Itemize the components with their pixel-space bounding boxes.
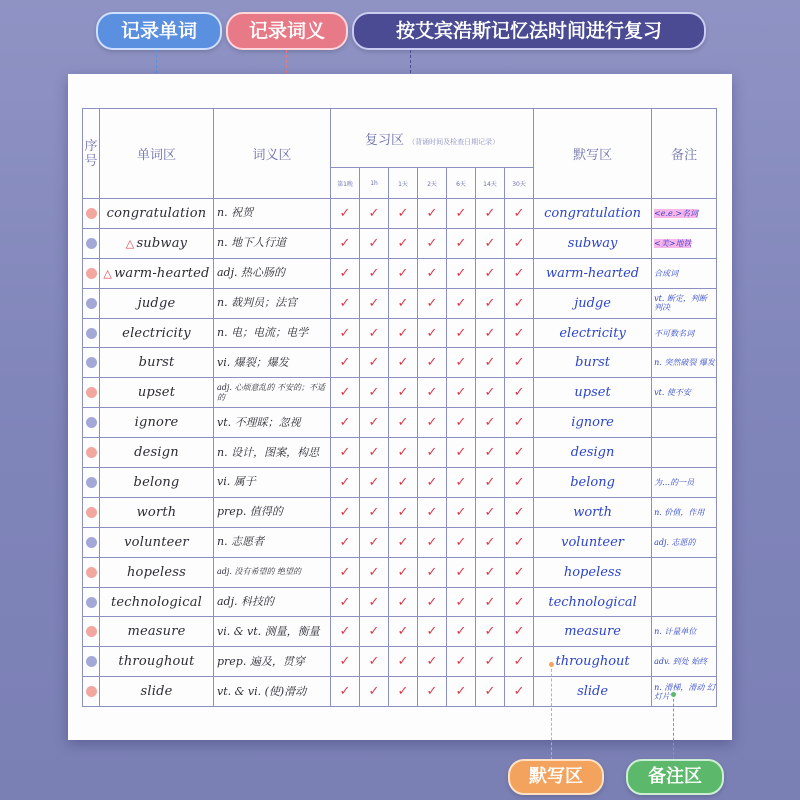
seq-cell	[83, 677, 100, 707]
review-check-icon[interactable]: ✓	[418, 617, 447, 647]
note-text: <e.e.>名词	[654, 208, 699, 218]
review-area-title: 复习区	[364, 132, 404, 148]
table-row	[83, 527, 717, 557]
seq-cell	[83, 438, 100, 468]
seq-cell	[83, 258, 100, 288]
table-row	[83, 288, 717, 318]
dictation-cell[interactable]: technological	[534, 587, 652, 617]
row-marker-dot	[86, 686, 97, 697]
review-check-icon[interactable]: ✓	[389, 348, 418, 378]
word-cell	[100, 318, 214, 348]
table-row	[83, 647, 717, 677]
notes-leader-dot	[671, 692, 676, 697]
row-marker-dot	[86, 477, 97, 488]
word-cell	[100, 348, 214, 378]
seq-cell	[83, 647, 100, 677]
review-check-icon[interactable]: ✓	[389, 438, 418, 468]
meaning-cell: vt. & vi. (使)滑动	[214, 677, 331, 707]
review-check-icon[interactable]: ✓	[476, 408, 505, 438]
table-row	[83, 557, 717, 587]
record-meaning-label: 记录词义	[226, 12, 348, 50]
row-marker-dot	[86, 626, 97, 637]
review-check-icon[interactable]: ✓	[360, 378, 389, 408]
review-check-icon[interactable]: ✓	[476, 258, 505, 288]
note-text: n. 突然破裂 爆发	[654, 358, 715, 368]
review-check-icon[interactable]: ✓	[505, 677, 534, 707]
dictation-cell[interactable]: electricity	[534, 318, 652, 348]
review-check-icon[interactable]: ✓	[447, 318, 476, 348]
review-check-icon[interactable]: ✓	[360, 468, 389, 498]
review-check-icon[interactable]: ✓	[505, 318, 534, 348]
seq-cell	[83, 497, 100, 527]
review-check-icon[interactable]: ✓	[505, 228, 534, 258]
review-check-icon[interactable]: ✓	[389, 258, 418, 288]
word-text: volunteer	[124, 534, 189, 550]
review-check-icon[interactable]: ✓	[476, 677, 505, 707]
dictation-cell[interactable]: hopeless	[534, 557, 652, 587]
note-cell[interactable]	[652, 438, 717, 468]
review-check-icon[interactable]: ✓	[331, 348, 360, 378]
row-marker-dot	[86, 328, 97, 339]
review-check-icon[interactable]: ✓	[360, 199, 389, 229]
review-check-icon[interactable]: ✓	[447, 497, 476, 527]
table-row	[83, 587, 717, 617]
review-check-icon[interactable]: ✓	[505, 199, 534, 229]
table-row	[83, 348, 717, 378]
note-text: vt. 使不安	[654, 388, 691, 398]
note-text: <美>地铁	[654, 238, 692, 248]
word-cell	[100, 408, 214, 438]
word-cell	[100, 468, 214, 498]
review-check-icon[interactable]: ✓	[389, 677, 418, 707]
dictation-cell[interactable]: volunteer	[534, 527, 652, 557]
table-row	[83, 677, 717, 707]
review-check-icon[interactable]: ✓	[418, 318, 447, 348]
review-check-icon[interactable]: ✓	[331, 468, 360, 498]
row-marker-dot	[86, 387, 97, 398]
review-check-icon[interactable]: ✓	[331, 557, 360, 587]
day-column-header: 1天	[389, 168, 418, 199]
meaning-cell: adj. 心烦意乱的 不安的；不适的	[214, 378, 331, 408]
meaning-cell: adj. 热心肠的	[214, 258, 331, 288]
seq-cell	[83, 228, 100, 258]
review-check-icon[interactable]: ✓	[447, 258, 476, 288]
word-cell	[100, 617, 214, 647]
word-text: technological	[110, 594, 203, 610]
review-check-icon[interactable]: ✓	[418, 497, 447, 527]
day-column-header: 第1晚	[331, 168, 360, 199]
table-row	[83, 199, 717, 229]
review-check-icon[interactable]: ✓	[418, 258, 447, 288]
word-area-header: 单词区	[100, 109, 214, 199]
review-check-icon[interactable]: ✓	[360, 557, 389, 587]
review-check-icon[interactable]: ✓	[505, 557, 534, 587]
review-check-icon[interactable]: ✓	[447, 557, 476, 587]
triangle-mark-icon: △	[103, 266, 113, 280]
word-text: worth	[136, 504, 177, 520]
review-check-icon[interactable]: ✓	[447, 617, 476, 647]
word-cell	[100, 647, 214, 677]
review-check-icon[interactable]: ✓	[418, 527, 447, 557]
review-check-icon[interactable]: ✓	[331, 258, 360, 288]
review-check-icon[interactable]: ✓	[360, 677, 389, 707]
meaning-cell: n. 电；电流；电学	[214, 318, 331, 348]
triangle-mark-icon: △	[125, 236, 135, 250]
review-check-icon[interactable]: ✓	[418, 677, 447, 707]
word-text: electricity	[122, 325, 191, 341]
review-area-subtitle: （背诵时间及检查日期记录）	[408, 137, 500, 146]
word-cell	[100, 378, 214, 408]
table-row	[83, 438, 717, 468]
review-check-icon[interactable]: ✓	[360, 228, 389, 258]
review-check-icon[interactable]: ✓	[476, 497, 505, 527]
table-row	[83, 228, 717, 258]
word-cell	[100, 199, 214, 229]
review-check-icon[interactable]: ✓	[476, 378, 505, 408]
review-check-icon[interactable]: ✓	[389, 497, 418, 527]
note-text: vt. 断定，判断 判决	[654, 294, 707, 313]
seq-cell	[83, 348, 100, 378]
word-text: slide	[140, 684, 173, 700]
word-cell	[100, 587, 214, 617]
meaning-cell: vi. 爆裂；爆发	[214, 348, 331, 378]
meaning-cell: vi. & vt. 测量，衡量	[214, 617, 331, 647]
review-check-icon[interactable]: ✓	[418, 408, 447, 438]
word-text: design	[134, 445, 179, 461]
review-check-icon[interactable]: ✓	[389, 557, 418, 587]
meaning-area-header: 词义区	[214, 109, 331, 199]
review-check-icon[interactable]: ✓	[505, 468, 534, 498]
review-check-icon[interactable]: ✓	[360, 527, 389, 557]
notes-leader-line	[673, 694, 674, 760]
review-check-icon[interactable]: ✓	[447, 408, 476, 438]
dictation-cell[interactable]: upset	[534, 378, 652, 408]
review-area-header	[331, 109, 534, 168]
review-check-icon[interactable]: ✓	[360, 258, 389, 288]
note-cell[interactable]	[652, 557, 717, 587]
review-check-icon[interactable]: ✓	[476, 288, 505, 318]
seq-cell	[83, 408, 100, 438]
word-text: belong	[133, 474, 180, 490]
day-column-header: 14天	[476, 168, 505, 199]
word-text: hopeless	[126, 564, 186, 580]
review-check-icon[interactable]: ✓	[389, 587, 418, 617]
seq-cell	[83, 527, 100, 557]
review-check-icon[interactable]: ✓	[418, 468, 447, 498]
notes-header: 备注	[652, 109, 717, 199]
note-cell[interactable]	[652, 647, 717, 677]
review-check-icon[interactable]: ✓	[360, 617, 389, 647]
word-cell	[100, 497, 214, 527]
review-check-icon[interactable]: ✓	[447, 677, 476, 707]
dictation-cell[interactable]: subway	[534, 228, 652, 258]
note-cell[interactable]	[652, 258, 717, 288]
row-marker-dot	[86, 597, 97, 608]
review-check-icon[interactable]: ✓	[331, 318, 360, 348]
note-text: 不可数名词	[654, 328, 695, 338]
note-text: 为…的一员	[654, 477, 695, 487]
row-marker-dot	[86, 447, 97, 458]
dictation-leader-dot	[549, 662, 554, 667]
word-text: warm-hearted	[114, 265, 210, 281]
review-check-icon[interactable]: ✓	[447, 438, 476, 468]
note-text: adj. 志愿的	[654, 537, 696, 547]
review-check-icon[interactable]: ✓	[505, 348, 534, 378]
day-column-header: 1h	[360, 168, 389, 199]
note-cell[interactable]	[652, 348, 717, 378]
note-cell[interactable]	[652, 617, 717, 647]
review-check-icon[interactable]: ✓	[418, 199, 447, 229]
vocabulary-sheet	[68, 74, 732, 740]
row-marker-dot	[86, 238, 97, 249]
review-check-icon[interactable]: ✓	[447, 228, 476, 258]
review-check-icon[interactable]: ✓	[418, 288, 447, 318]
record-word-label: 记录单词	[96, 12, 222, 50]
review-check-icon[interactable]: ✓	[360, 288, 389, 318]
seq-cell	[83, 617, 100, 647]
review-check-icon[interactable]: ✓	[505, 617, 534, 647]
meaning-cell: n. 祝贺	[214, 199, 331, 229]
review-check-icon[interactable]: ✓	[476, 617, 505, 647]
note-text: 合成词	[654, 268, 679, 278]
row-marker-dot	[86, 268, 97, 279]
review-check-icon[interactable]: ✓	[418, 647, 447, 677]
dictation-cell[interactable]: worth	[534, 497, 652, 527]
word-cell	[100, 258, 214, 288]
table-row	[83, 408, 717, 438]
word-text: judge	[137, 295, 176, 311]
review-check-icon[interactable]: ✓	[389, 527, 418, 557]
meaning-cell: n. 地下人行道	[214, 228, 331, 258]
notes-area-label: 备注区	[626, 759, 724, 795]
table-row	[83, 617, 717, 647]
dictation-cell[interactable]: design	[534, 438, 652, 468]
review-check-icon[interactable]: ✓	[505, 647, 534, 677]
review-check-icon[interactable]: ✓	[360, 318, 389, 348]
review-check-icon[interactable]: ✓	[447, 468, 476, 498]
review-check-icon[interactable]: ✓	[331, 617, 360, 647]
review-check-icon[interactable]: ✓	[360, 348, 389, 378]
note-cell[interactable]	[652, 228, 717, 258]
review-check-icon[interactable]: ✓	[447, 288, 476, 318]
table-row	[83, 258, 717, 288]
word-text: subway	[136, 235, 188, 251]
review-check-icon[interactable]: ✓	[360, 408, 389, 438]
review-check-icon[interactable]: ✓	[331, 408, 360, 438]
review-check-icon[interactable]: ✓	[447, 199, 476, 229]
review-check-icon[interactable]: ✓	[418, 557, 447, 587]
review-check-icon[interactable]: ✓	[418, 348, 447, 378]
note-text: n. 计量单位	[654, 627, 697, 637]
review-check-icon[interactable]: ✓	[505, 527, 534, 557]
seq-cell	[83, 199, 100, 229]
dictation-cell[interactable]: warm-hearted	[534, 258, 652, 288]
table-row	[83, 468, 717, 498]
meaning-cell: n. 志愿者	[214, 527, 331, 557]
review-check-icon[interactable]: ✓	[476, 199, 505, 229]
seq-cell	[83, 587, 100, 617]
review-check-icon[interactable]: ✓	[476, 438, 505, 468]
review-check-icon[interactable]: ✓	[505, 288, 534, 318]
note-cell[interactable]	[652, 527, 717, 557]
review-check-icon[interactable]: ✓	[505, 258, 534, 288]
row-marker-dot	[86, 417, 97, 428]
dictation-cell[interactable]: burst	[534, 348, 652, 378]
word-text: ignore	[134, 415, 179, 431]
meaning-cell: n. 裁判员；法官	[214, 288, 331, 318]
note-cell[interactable]	[652, 378, 717, 408]
meaning-cell: vt. 不理睬；忽视	[214, 408, 331, 438]
meaning-cell: prep. 遍及，贯穿	[214, 647, 331, 677]
note-cell[interactable]	[652, 677, 717, 707]
seq-cell	[83, 378, 100, 408]
review-check-icon[interactable]: ✓	[476, 318, 505, 348]
table-row	[83, 318, 717, 348]
review-check-icon[interactable]: ✓	[389, 617, 418, 647]
meaning-cell: adj. 没有希望的 绝望的	[214, 557, 331, 587]
vocabulary-table	[82, 108, 717, 707]
review-check-icon[interactable]: ✓	[447, 348, 476, 378]
review-check-icon[interactable]: ✓	[331, 527, 360, 557]
review-check-icon[interactable]: ✓	[389, 408, 418, 438]
meaning-cell: vi. 属于	[214, 468, 331, 498]
word-cell	[100, 288, 214, 318]
review-check-icon[interactable]: ✓	[505, 408, 534, 438]
word-cell	[100, 228, 214, 258]
review-check-icon[interactable]: ✓	[418, 228, 447, 258]
review-check-icon[interactable]: ✓	[389, 228, 418, 258]
review-check-icon[interactable]: ✓	[331, 647, 360, 677]
review-check-icon[interactable]: ✓	[360, 497, 389, 527]
day-column-header: 6天	[447, 168, 476, 199]
review-check-icon[interactable]: ✓	[447, 647, 476, 677]
dictation-area-label: 默写区	[508, 759, 604, 795]
review-check-icon[interactable]: ✓	[476, 348, 505, 378]
dictation-cell[interactable]: ignore	[534, 408, 652, 438]
word-cell	[100, 438, 214, 468]
row-marker-dot	[86, 567, 97, 578]
review-check-icon[interactable]: ✓	[447, 587, 476, 617]
seq-cell	[83, 288, 100, 318]
note-text: n. 滑梯，滑动 幻灯片	[654, 682, 715, 701]
seq-cell	[83, 557, 100, 587]
row-marker-dot	[86, 208, 97, 219]
note-text: adv. 到处 始终	[654, 657, 708, 667]
review-check-icon[interactable]: ✓	[331, 288, 360, 318]
dictation-cell[interactable]: throughout	[534, 647, 652, 677]
review-check-icon[interactable]: ✓	[331, 228, 360, 258]
review-check-icon[interactable]: ✓	[389, 378, 418, 408]
row-marker-dot	[86, 507, 97, 518]
word-cell	[100, 677, 214, 707]
review-check-icon[interactable]: ✓	[331, 378, 360, 408]
note-cell[interactable]	[652, 587, 717, 617]
review-check-icon[interactable]: ✓	[331, 587, 360, 617]
review-check-icon[interactable]: ✓	[360, 438, 389, 468]
review-check-icon[interactable]: ✓	[476, 527, 505, 557]
review-check-icon[interactable]: ✓	[476, 587, 505, 617]
word-text: upset	[137, 385, 176, 401]
word-text: throughout	[118, 654, 195, 670]
dictation-cell[interactable]: judge	[534, 288, 652, 318]
review-check-icon[interactable]: ✓	[331, 677, 360, 707]
table-row	[83, 378, 717, 408]
review-check-icon[interactable]: ✓	[418, 587, 447, 617]
review-check-icon[interactable]: ✓	[476, 557, 505, 587]
review-check-icon[interactable]: ✓	[331, 438, 360, 468]
note-text: n. 价值，作用	[654, 507, 705, 517]
review-check-icon[interactable]: ✓	[389, 199, 418, 229]
review-check-icon[interactable]: ✓	[331, 497, 360, 527]
review-check-icon[interactable]: ✓	[505, 587, 534, 617]
day-column-header: 2天	[418, 168, 447, 199]
review-check-icon[interactable]: ✓	[389, 318, 418, 348]
review-check-icon[interactable]: ✓	[389, 288, 418, 318]
note-cell[interactable]	[652, 408, 717, 438]
word-text: measure	[127, 624, 186, 640]
meaning-cell: prep. 值得的	[214, 497, 331, 527]
word-text: congratulation	[106, 205, 207, 221]
meaning-cell: adj. 科技的	[214, 587, 331, 617]
word-cell	[100, 527, 214, 557]
dictation-area-header: 默写区	[534, 109, 652, 199]
row-marker-dot	[86, 298, 97, 309]
dictation-cell[interactable]: belong	[534, 468, 652, 498]
word-text: burst	[138, 355, 175, 371]
review-check-icon[interactable]: ✓	[360, 647, 389, 677]
meaning-cell: n. 设计，图案，构思	[214, 438, 331, 468]
note-cell[interactable]	[652, 497, 717, 527]
seq-cell	[83, 318, 100, 348]
review-check-icon[interactable]: ✓	[505, 438, 534, 468]
seq-cell	[83, 468, 100, 498]
review-check-icon[interactable]: ✓	[418, 378, 447, 408]
note-cell[interactable]	[652, 288, 717, 318]
dictation-cell[interactable]: measure	[534, 617, 652, 647]
row-marker-dot	[86, 537, 97, 548]
row-marker-dot	[86, 656, 97, 667]
table-row	[83, 497, 717, 527]
row-marker-dot	[86, 357, 97, 368]
review-check-icon[interactable]: ✓	[505, 378, 534, 408]
review-check-icon[interactable]: ✓	[331, 199, 360, 229]
seq-header: 序号	[83, 109, 100, 199]
review-check-icon[interactable]: ✓	[476, 468, 505, 498]
review-check-icon[interactable]: ✓	[476, 228, 505, 258]
dictation-leader-line	[551, 664, 552, 760]
review-check-icon[interactable]: ✓	[360, 587, 389, 617]
review-check-icon[interactable]: ✓	[389, 468, 418, 498]
review-method-label: 按艾宾浩斯记忆法时间进行复习	[352, 12, 706, 50]
note-cell[interactable]	[652, 199, 717, 229]
note-cell[interactable]	[652, 318, 717, 348]
word-cell	[100, 557, 214, 587]
review-check-icon[interactable]: ✓	[476, 647, 505, 677]
dictation-cell[interactable]: congratulation	[534, 199, 652, 229]
review-check-icon[interactable]: ✓	[447, 527, 476, 557]
day-column-header: 30天	[505, 168, 534, 199]
note-cell[interactable]	[652, 468, 717, 498]
dictation-cell[interactable]: slide	[534, 677, 652, 707]
review-check-icon[interactable]: ✓	[418, 438, 447, 468]
review-check-icon[interactable]: ✓	[389, 647, 418, 677]
review-check-icon[interactable]: ✓	[447, 378, 476, 408]
review-check-icon[interactable]: ✓	[505, 497, 534, 527]
